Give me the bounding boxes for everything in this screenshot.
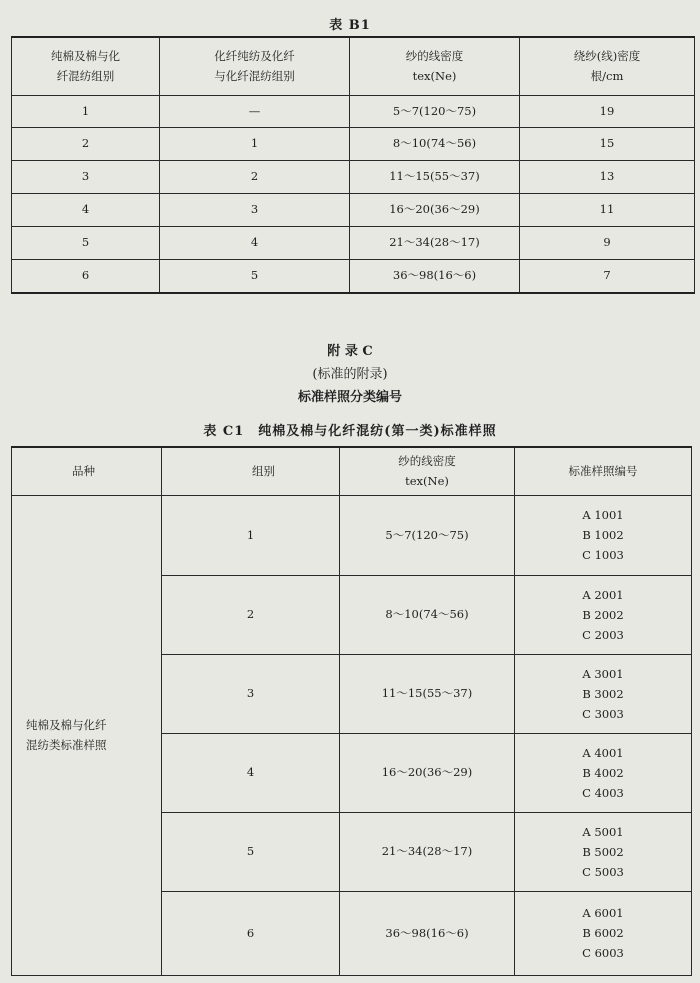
c1-header-density: 纱的线密度 tex(Ne) — [340, 447, 515, 495]
b1-header-col4: 绕纱(线)密度 根/cm — [520, 37, 695, 95]
table-row: 6 5 36～98(16～6) 7 — [12, 259, 695, 293]
table-b1 — [11, 36, 695, 294]
c1-code-cell: A 2001 B 2002 C 2003 — [515, 575, 692, 654]
table-c1-header-row — [12, 447, 692, 495]
b1-header-col2: 化纤纯纺及化纤 与化纤混纺组别 — [160, 37, 350, 95]
table-row: 2 8～10(74～56) A 2001 B 2002 C 2003 — [12, 575, 692, 654]
b1-header-col3: 纱的线密度 tex(Ne) — [350, 37, 520, 95]
c1-code-cell: A 4001 B 4002 C 4003 — [515, 733, 692, 812]
b1-header-col1: 纯棉及棉与化 纤混纺组别 — [12, 37, 160, 95]
table-row: 3 2 11～15(55～37) 13 — [12, 160, 695, 193]
table-row: 4 3 16～20(36～29) 11 — [12, 193, 695, 226]
table-row: 6 36～98(16～6) A 6001 B 6002 C 6003 — [12, 891, 692, 975]
c1-code-cell: A 3001 B 3002 C 3003 — [515, 654, 692, 733]
table-c1 — [11, 446, 692, 976]
table-row: 4 16～20(36～29) A 4001 B 4002 C 4003 — [12, 733, 692, 812]
appendix-subtitle: (标准的附录) — [312, 367, 388, 382]
c1-code-cell: A 1001 B 1002 C 1003 — [515, 495, 692, 575]
table-row: 1 — 5～7(120～75) 19 — [12, 95, 695, 127]
appendix-heading: 标准样照分类编号 — [297, 390, 402, 405]
c1-code-cell: A 6001 B 6002 C 6003 — [515, 891, 692, 975]
c1-variety-cell: 纯棉及棉与化纤 混纺类标准样照 — [12, 495, 162, 975]
table-c1-caption: 表 C1 纯棉及棉与化纤混纺(第一类)标准样照 — [203, 424, 497, 439]
c1-header-group: 组别 — [162, 447, 340, 495]
c1-header-code: 标准样照编号 — [515, 447, 692, 495]
c1-header-variety: 品种 — [12, 447, 162, 495]
table-row: 纯棉及棉与化纤 混纺类标准样照 1 5～7(120～75) A 1001 B 1002 C 1003 — [12, 495, 692, 575]
table-row: 5 4 21～34(28～17) 9 — [12, 226, 695, 259]
c1-code-cell: A 5001 B 5002 C 5003 — [515, 812, 692, 891]
table-row: 2 1 8～10(74～56) 15 — [12, 127, 695, 160]
table-row: 5 21～34(28～17) A 5001 B 5002 C 5003 — [12, 812, 692, 891]
table-b1-caption: 表 B1 — [329, 18, 371, 33]
table-row: 3 11～15(55～37) A 3001 B 3002 C 3003 — [12, 654, 692, 733]
appendix-title: 附 录 C — [327, 344, 373, 359]
table-b1-header-row — [12, 37, 695, 95]
